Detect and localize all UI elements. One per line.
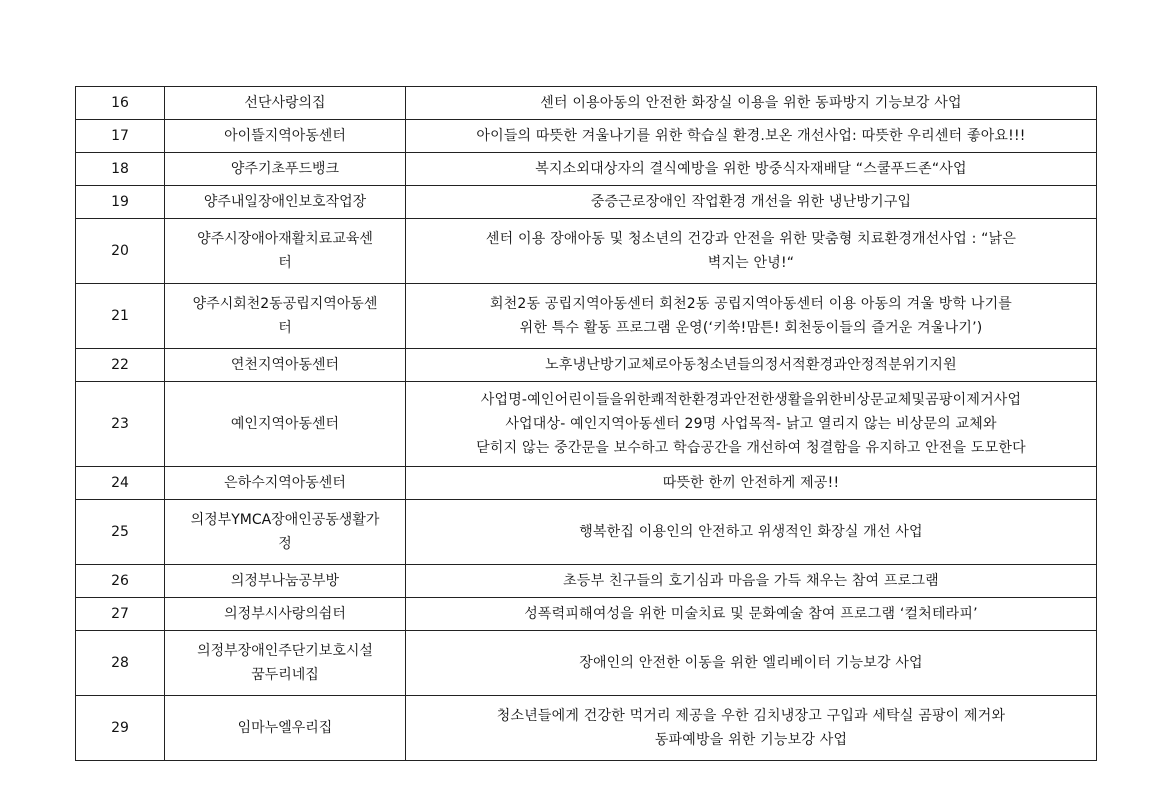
project-description bbox=[406, 631, 1097, 696]
project-description bbox=[406, 120, 1097, 153]
project-description bbox=[406, 153, 1097, 186]
row-number: 27 bbox=[76, 598, 165, 631]
organization-name bbox=[165, 219, 406, 284]
organization-name-line: 정 bbox=[278, 536, 292, 552]
organization-name-line: 의정부시사랑의쉼터 bbox=[224, 606, 346, 622]
organization-name-line: 꿈두리네집 bbox=[251, 667, 319, 683]
project-description bbox=[406, 219, 1097, 284]
organization-name bbox=[165, 382, 406, 467]
organization-name-line: 예인지역아동센터 bbox=[230, 416, 340, 432]
organization-name-line: 은하수지역아동센터 bbox=[224, 475, 346, 491]
project-description-line: 위한 특수 활동 프로그램 운영(‘키쑥!맘튼! 회천둥이들의 즐거운 겨울나기’) bbox=[519, 320, 983, 336]
row-number: 19 bbox=[76, 186, 165, 219]
organization-name bbox=[165, 467, 406, 500]
row-number: 21 bbox=[76, 284, 165, 349]
project-description-line: 청소년들에게 건강한 먹거리 제공을 우한 김치냉장고 구입과 세탁실 곰팡이 제거와 bbox=[496, 708, 1006, 724]
organization-name-line: 의정부나눔공부방 bbox=[230, 573, 340, 589]
organization-name bbox=[165, 153, 406, 186]
organization-name-line: 임마누엘우리집 bbox=[237, 720, 333, 736]
project-description-line: 장애인의 안전한 이동을 위한 엘리베이터 기능보강 사업 bbox=[579, 655, 923, 671]
row-number: 24 bbox=[76, 467, 165, 500]
organization-name-line: 양주내일장애인보호작업장 bbox=[203, 194, 367, 210]
row-number: 26 bbox=[76, 565, 165, 598]
project-description-line: 아이들의 따뜻한 겨울나기를 위한 학습실 환경.보온 개선사업: 따뜻한 우리센터 좋아요!!! bbox=[476, 128, 1026, 144]
project-description bbox=[406, 598, 1097, 631]
project-description-line: 성폭력피해여성을 위한 미술치료 및 문화예술 참여 프로그램 ‘컬처테라피’ bbox=[524, 606, 978, 622]
table-body bbox=[76, 87, 1097, 761]
project-description bbox=[406, 565, 1097, 598]
organization-name-line: 양주시회천2동공립지역아동센 bbox=[192, 296, 378, 312]
table-row bbox=[76, 284, 1097, 349]
organization-name bbox=[165, 565, 406, 598]
table-row bbox=[76, 467, 1097, 500]
table-row bbox=[76, 219, 1097, 284]
organization-name-line: 연천지역아동센터 bbox=[230, 357, 340, 373]
table-row bbox=[76, 186, 1097, 219]
organization-name bbox=[165, 87, 406, 120]
project-description-line: 센터 이용아동의 안전한 화장실 이용을 위한 동파방지 기능보강 사업 bbox=[540, 95, 962, 111]
organization-name bbox=[165, 631, 406, 696]
row-number: 20 bbox=[76, 219, 165, 284]
table-row bbox=[76, 87, 1097, 120]
table-row bbox=[76, 565, 1097, 598]
organization-name-line: 아이뜰지역아동센터 bbox=[224, 128, 346, 144]
project-description bbox=[406, 284, 1097, 349]
project-description bbox=[406, 467, 1097, 500]
project-description-line: 닫히지 않는 중간문을 보수하고 학습공간을 개선하여 청결함을 유지하고 안전을 도모한다 bbox=[476, 440, 1026, 456]
organization-name-line: 선단사랑의집 bbox=[244, 95, 326, 111]
row-number: 25 bbox=[76, 500, 165, 565]
project-description bbox=[406, 349, 1097, 382]
organization-name bbox=[165, 349, 406, 382]
project-description-line: 노후냉난방기교체로아동청소년들의정서적환경과안정적분위기지원 bbox=[545, 357, 957, 373]
project-description bbox=[406, 696, 1097, 761]
project-description bbox=[406, 500, 1097, 565]
organization-name bbox=[165, 500, 406, 565]
project-description bbox=[406, 87, 1097, 120]
organization-name bbox=[165, 120, 406, 153]
row-number: 23 bbox=[76, 382, 165, 467]
project-description-line: 복지소외대상자의 결식예방을 위한 방중식자재배달 “스쿨푸드존“사업 bbox=[535, 161, 967, 177]
project-description bbox=[406, 186, 1097, 219]
project-description-line: 회천2동 공립지역아동센터 회천2동 공립지역아동센터 이용 아동의 겨울 방학 나기를 bbox=[489, 296, 1013, 312]
table-row bbox=[76, 153, 1097, 186]
table-row bbox=[76, 631, 1097, 696]
table-row bbox=[76, 598, 1097, 631]
organization-name-line: 양주시장애아재활치료교육센 bbox=[197, 231, 373, 247]
organization-name-line: 터 bbox=[278, 255, 292, 271]
table-row bbox=[76, 696, 1097, 761]
project-description-line: 중증근로장애인 작업환경 개선을 위한 냉난방기구입 bbox=[590, 194, 912, 210]
row-number: 29 bbox=[76, 696, 165, 761]
organization-name-line: 의정부장애인주단기보호시설 bbox=[197, 643, 373, 659]
row-number: 17 bbox=[76, 120, 165, 153]
project-description bbox=[406, 382, 1097, 467]
project-description-line: 초등부 친구들의 호기심과 마음을 가득 채우는 참여 프로그램 bbox=[563, 573, 939, 589]
project-description-line: 센터 이용 장애아동 및 청소년의 건강과 안전을 위한 맞춤형 치료환경개선사업 : “낡은 bbox=[485, 231, 1017, 247]
organization-name bbox=[165, 284, 406, 349]
project-table bbox=[75, 86, 1097, 761]
table-row bbox=[76, 349, 1097, 382]
table-row bbox=[76, 382, 1097, 467]
table-row bbox=[76, 120, 1097, 153]
organization-name bbox=[165, 696, 406, 761]
row-number: 18 bbox=[76, 153, 165, 186]
organization-name bbox=[165, 186, 406, 219]
row-number: 16 bbox=[76, 87, 165, 120]
organization-name-line: 터 bbox=[278, 320, 292, 336]
row-number: 22 bbox=[76, 349, 165, 382]
project-description-line: 사업대상- 예인지역아동센터 29명 사업목적- 낡고 열리지 않는 비상문의 교체와 bbox=[505, 416, 997, 432]
project-description-line: 따뜻한 한끼 안전하게 제공!! bbox=[662, 475, 840, 491]
project-description-line: 벽지는 안녕!“ bbox=[707, 255, 795, 271]
row-number: 28 bbox=[76, 631, 165, 696]
organization-name-line: 양주기초푸드뱅크 bbox=[230, 161, 340, 177]
organization-name-line: 의정부YMCA장애인공동생활가 bbox=[190, 512, 380, 528]
project-description-line: 사업명-예인어린이들을위한쾌적한환경과안전한생활을위한비상문교체및곰팡이제거사업 bbox=[480, 392, 1022, 408]
table-row bbox=[76, 500, 1097, 565]
organization-name bbox=[165, 598, 406, 631]
project-description-line: 행복한집 이용인의 안전하고 위생적인 화장실 개선 사업 bbox=[579, 524, 923, 540]
project-description-line: 동파예방을 위한 기능보강 사업 bbox=[654, 732, 848, 748]
